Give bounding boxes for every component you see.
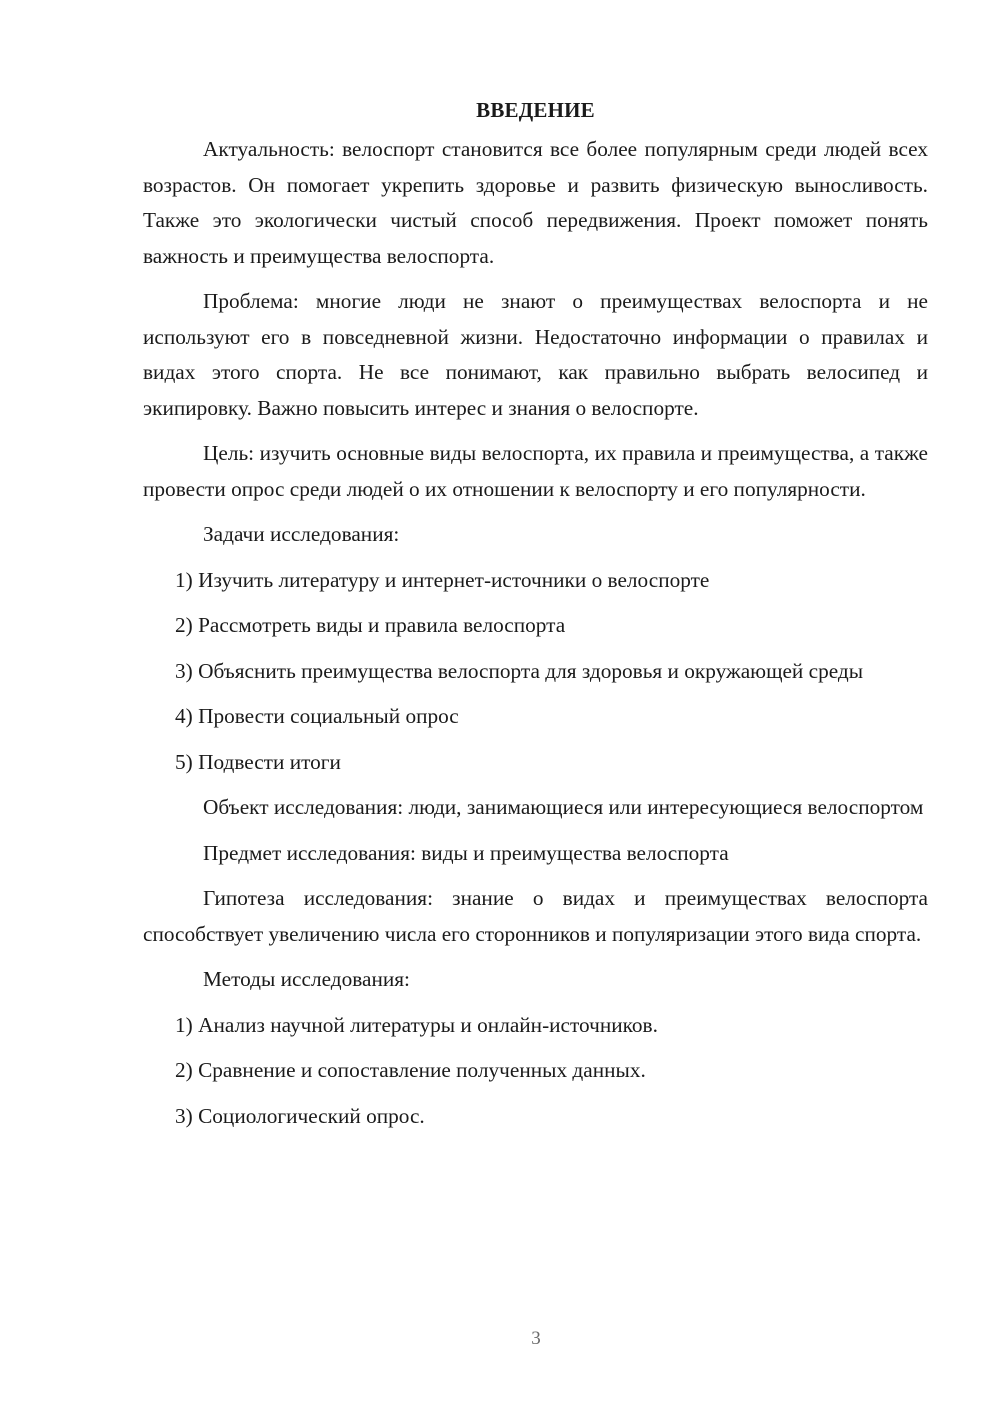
page-content <box>143 92 928 1144</box>
task-item: 4) Провести социальный опрос <box>175 704 459 728</box>
goal-paragraph: Цель: изучить основные виды велоспорта, их правила и преимущества, а также провести опрос среди людей о их отношении к велоспорту и его популярности. <box>143 441 928 501</box>
task-item: 5) Подвести итоги <box>175 749 341 774</box>
subject-paragraph: Предмет исследования: виды и преимущества велоспорта <box>203 840 729 865</box>
section-title: ВВЕДЕНИЕ <box>476 98 595 122</box>
task-item: 2) Рассмотреть виды и правила велоспорта <box>175 613 566 637</box>
methods-heading: Методы исследования: <box>203 967 410 991</box>
method-item: 1) Анализ научной литературы и онлайн-источников. <box>175 1012 658 1037</box>
hypothesis-paragraph: Гипотеза исследования: знание о видах и преимуществах велоспорта способствует увеличению числа его сторонников и популяризации этого вида спорта. <box>143 886 928 946</box>
method-item: 3) Социологический опрос. <box>175 1103 425 1128</box>
relevance-paragraph: Актуальность: велоспорт становится все более популярным среди людей всех возрастов. Он помогает укрепить здоровье и развить физическую выносливость. Также это экологически чистый способ передвижения. Проект поможет понять важность и преимущества велоспорта. <box>143 137 928 268</box>
problem-paragraph: Проблема: многие люди не знают о преимуществах велоспорта и не используют его в повседневной жизни. Недостаточно информации о правилах и видах этого спорта. Не все понимают, как правильно выбрать велосипед и экипировку. Важно повысить интерес и знания о велоспорте. <box>143 289 928 420</box>
page-number: 3 <box>531 1328 541 1349</box>
task-item: 3) Объяснить преимущества велоспорта для здоровья и окружающей среды <box>175 658 864 683</box>
method-item: 2) Сравнение и сопоставление полученных данных. <box>175 1058 646 1082</box>
task-item: 1) Изучить литературу и интернет-источники о велоспорте <box>175 567 710 592</box>
tasks-heading: Задачи исследования: <box>203 522 400 546</box>
object-paragraph: Объект исследования: люди, занимающиеся или интересующиеся велоспортом <box>203 795 924 819</box>
